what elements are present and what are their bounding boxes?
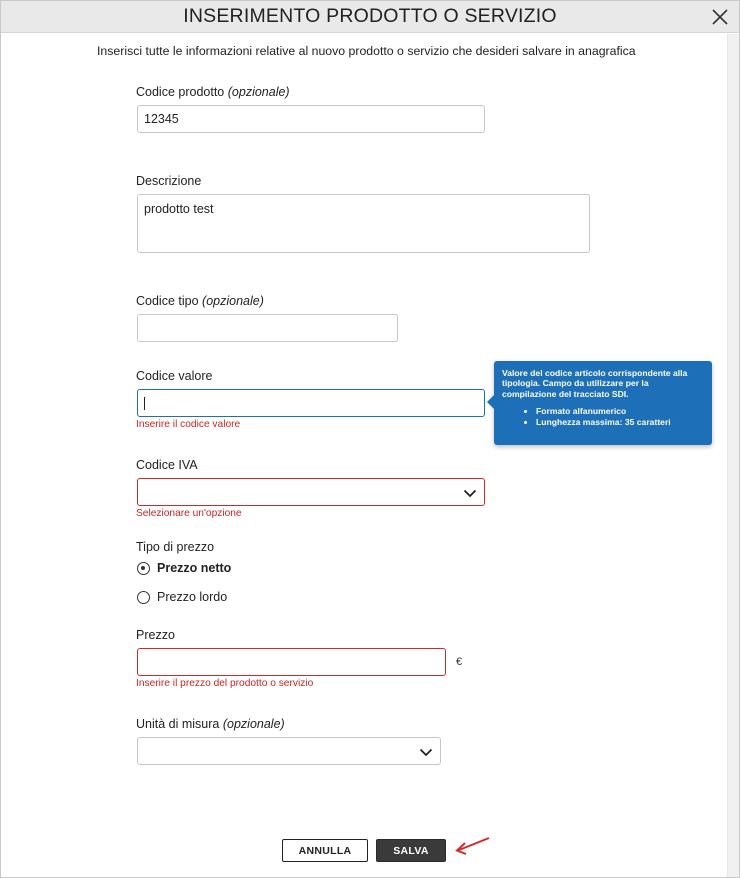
scrollbar[interactable] — [727, 34, 739, 877]
arrow-annotation-icon — [451, 835, 491, 857]
tooltip-text: Valore del codice articolo corrispondente alla tipologia. Campo da utilizzare per la compilazione del tracciato SDI. — [502, 368, 688, 399]
intro-text: Inserisci tutte le informazioni relative al nuovo prodotto o servizio che desideri salvare in anagrafica — [97, 44, 636, 58]
close-icon[interactable] — [710, 7, 730, 27]
chevron-down-icon — [419, 745, 433, 759]
prezzo-label: Prezzo — [136, 628, 175, 642]
unita-misura-label: Unità di misura (opzionale) — [136, 717, 285, 731]
tooltip-bullets — [502, 406, 704, 427]
radio-circle — [137, 591, 150, 604]
radio-label: Prezzo lordo — [157, 590, 228, 604]
save-button[interactable]: SALVA — [376, 839, 446, 862]
codice-valore-error: Inserire il codice valore — [136, 419, 241, 430]
codice-iva-error: Selezionare un'opzione — [136, 508, 242, 519]
descrizione-label: Descrizione — [136, 174, 202, 188]
codice-valore-label: Codice valore — [136, 369, 213, 383]
codice-valore-tooltip — [494, 361, 712, 445]
prezzo-input[interactable] — [137, 648, 446, 676]
dialog-title: INSERIMENTO PRODOTTO O SERVIZIO — [183, 5, 557, 27]
tipo-prezzo-label: Tipo di prezzo — [136, 540, 215, 554]
codice-tipo-input[interactable] — [137, 314, 398, 342]
radio-circle — [137, 562, 150, 575]
codice-valore-input[interactable] — [137, 389, 485, 417]
codice-prodotto-label: Codice prodotto (opzionale) — [136, 85, 290, 99]
radio-prezzo-netto[interactable] — [137, 561, 247, 577]
cancel-button[interactable]: ANNULLA — [282, 839, 368, 862]
codice-tipo-label: Codice tipo (opzionale) — [136, 294, 264, 308]
unita-misura-select[interactable] — [137, 737, 441, 765]
chevron-down-icon — [463, 486, 477, 500]
codice-iva-select[interactable] — [137, 478, 485, 506]
prezzo-error: Inserire il prezzo del prodotto o servizio — [136, 678, 314, 689]
radio-label: Prezzo netto — [157, 561, 232, 575]
tooltip-bullet: • Formato alfanumerico — [536, 406, 704, 416]
codice-prodotto-input[interactable] — [137, 105, 485, 133]
descrizione-textarea[interactable] — [137, 194, 590, 253]
radio-prezzo-lordo[interactable] — [137, 590, 247, 606]
codice-iva-label: Codice IVA — [136, 458, 198, 472]
dialog-titlebar — [1, 1, 739, 33]
currency-symbol: € — [456, 656, 463, 668]
text-caret — [144, 397, 145, 410]
tooltip-bullet: • Lunghezza massima: 35 caratteri — [536, 417, 704, 427]
radio-dot — [141, 566, 145, 570]
